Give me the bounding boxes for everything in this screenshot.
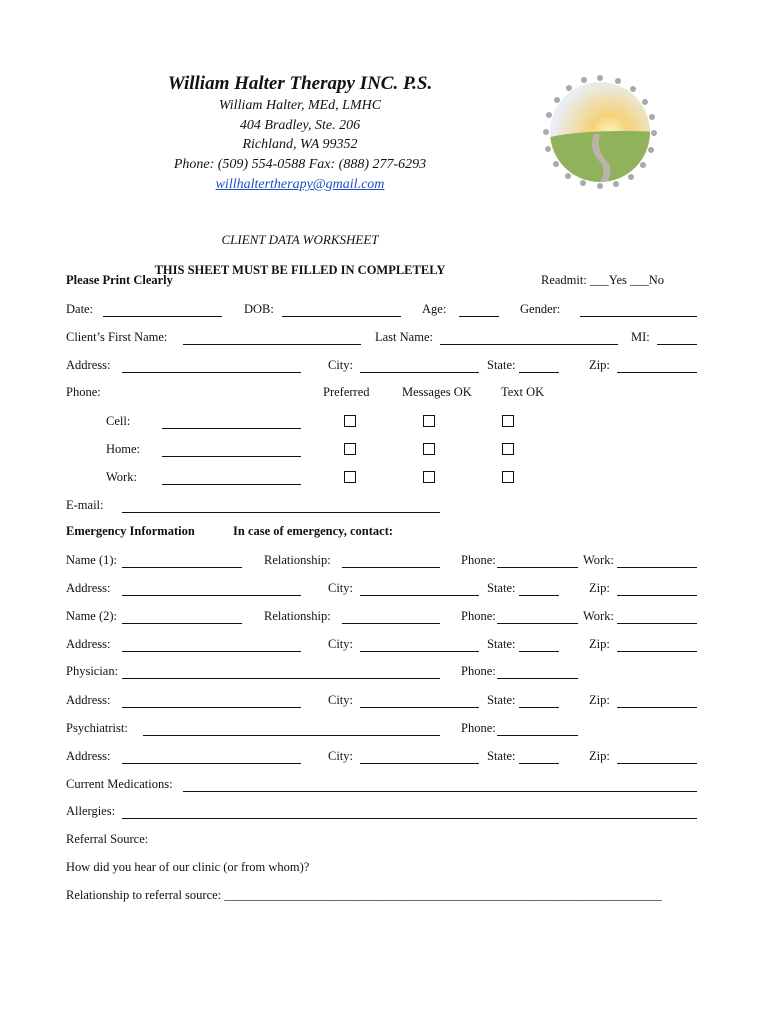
name1-work-label: Work:: [583, 553, 614, 567]
name2-work-field[interactable]: [617, 623, 697, 624]
work-messages-ok-checkbox[interactable]: [423, 471, 435, 483]
allergies-label: Allergies:: [66, 804, 116, 818]
state-field[interactable]: [519, 372, 559, 373]
address-field[interactable]: [122, 372, 301, 373]
cell-field[interactable]: [162, 428, 301, 429]
phone-fax: Phone: (509) 554-0588 Fax: (888) 277-6293: [173, 157, 427, 172]
psychiatrist-state-field[interactable]: [519, 763, 559, 764]
home-label: Home:: [106, 442, 141, 456]
print-clearly-note: Please Print Clearly: [66, 273, 173, 287]
name1-address-field[interactable]: [122, 595, 301, 596]
medications-field[interactable]: [183, 791, 697, 792]
work-phone-field[interactable]: [162, 484, 301, 485]
name2-phone-label: Phone:: [461, 609, 496, 623]
home-text-ok-checkbox[interactable]: [502, 443, 514, 455]
psychiatrist-city-field[interactable]: [360, 763, 479, 764]
psychiatrist-address-field[interactable]: [122, 763, 301, 764]
name1-phone-label: Phone:: [461, 553, 496, 567]
city-address: Richland, WA 99352: [242, 137, 358, 152]
state-label: State:: [487, 358, 516, 372]
preferred-header: Preferred: [323, 385, 370, 399]
physician-city-field[interactable]: [360, 707, 479, 708]
address-label: Address:: [66, 358, 111, 372]
physician-label: Physician:: [66, 664, 119, 678]
psychiatrist-label: Psychiatrist:: [66, 721, 128, 735]
gender-label: Gender:: [520, 302, 561, 316]
name1-label: Name (1):: [66, 553, 118, 567]
first-name-field[interactable]: [183, 344, 361, 345]
name1-field[interactable]: [122, 567, 242, 568]
psychiatrist-address-label: Address:: [66, 749, 111, 763]
name1-zip-label: Zip:: [589, 581, 610, 595]
physician-field[interactable]: [122, 678, 440, 679]
cell-text-ok-checkbox[interactable]: [502, 415, 514, 427]
dob-label: DOB:: [244, 302, 274, 316]
home-preferred-checkbox[interactable]: [344, 443, 356, 455]
name2-city-label: City:: [328, 637, 354, 651]
name1-zip-field[interactable]: [617, 595, 697, 596]
relationship-referral-field[interactable]: Relationship to referral source: ______________________________________________________________________: [66, 888, 662, 902]
name2-label: Name (2):: [66, 609, 118, 623]
psychiatrist-zip-label: Zip:: [589, 749, 610, 763]
worksheet-title: CLIENT DATA WORKSHEET: [221, 232, 379, 247]
how-hear-label: How did you hear of our clinic (or from whom)?: [66, 860, 310, 874]
name1-state-field[interactable]: [519, 595, 559, 596]
physician-phone-field[interactable]: [497, 678, 578, 679]
text-ok-header: Text OK: [501, 385, 545, 399]
psychiatrist-field[interactable]: [143, 735, 440, 736]
zip-field[interactable]: [617, 372, 697, 373]
readmit-field[interactable]: Readmit: ___Yes ___No: [541, 273, 665, 287]
dob-field[interactable]: [282, 316, 401, 317]
name1-relationship-field[interactable]: [342, 567, 440, 568]
physician-address-label: Address:: [66, 693, 111, 707]
last-name-label: Last Name:: [375, 330, 433, 344]
date-field[interactable]: [103, 316, 222, 317]
psychiatrist-phone-label: Phone:: [461, 721, 496, 735]
name1-work-field[interactable]: [617, 567, 697, 568]
name2-zip-label: Zip:: [589, 637, 610, 651]
name2-field[interactable]: [122, 623, 242, 624]
age-field[interactable]: [459, 316, 499, 317]
allergies-field[interactable]: [122, 818, 697, 819]
emergency-info-heading: Emergency Information: [66, 524, 195, 538]
cell-label: Cell:: [106, 414, 131, 428]
name2-zip-field[interactable]: [617, 651, 697, 652]
cell-messages-ok-checkbox[interactable]: [423, 415, 435, 427]
work-text-ok-checkbox[interactable]: [502, 471, 514, 483]
psychiatrist-state-label: State:: [487, 749, 516, 763]
phone-label: Phone:: [66, 385, 101, 399]
referral-source-label: Referral Source:: [66, 832, 149, 846]
name1-relationship-label: Relationship:: [264, 553, 331, 567]
mi-field[interactable]: [657, 344, 697, 345]
work-phone-label: Work:: [106, 470, 137, 484]
gender-field[interactable]: [580, 316, 697, 317]
emergency-contact-heading: In case of emergency, contact:: [233, 524, 394, 538]
name2-address-label: Address:: [66, 637, 111, 651]
name1-city-field[interactable]: [360, 595, 479, 596]
name1-phone-field[interactable]: [497, 567, 578, 568]
completion-notice: THIS SHEET MUST BE FILLED IN COMPLETELY: [154, 263, 446, 277]
email-link[interactable]: willhaltertherapy@gmail.com: [215, 177, 385, 192]
medications-label: Current Medications:: [66, 777, 173, 791]
city-field[interactable]: [360, 372, 479, 373]
name1-city-label: City:: [328, 581, 354, 595]
name2-work-label: Work:: [583, 609, 614, 623]
home-messages-ok-checkbox[interactable]: [423, 443, 435, 455]
messages-ok-header: Messages OK: [402, 385, 472, 399]
company-name: William Halter Therapy INC. P.S.: [167, 73, 433, 94]
mi-label: MI:: [631, 330, 650, 344]
work-preferred-checkbox[interactable]: [344, 471, 356, 483]
therapist-name: William Halter, MEd, LMHC: [218, 98, 382, 113]
name2-state-field[interactable]: [519, 651, 559, 652]
name2-relationship-label: Relationship:: [264, 609, 331, 623]
city-label: City:: [328, 358, 354, 372]
name2-address-field[interactable]: [122, 651, 301, 652]
physician-address-field[interactable]: [122, 707, 301, 708]
name2-relationship-field[interactable]: [342, 623, 440, 624]
last-name-field[interactable]: [440, 344, 618, 345]
physician-state-field[interactable]: [519, 707, 559, 708]
email-field[interactable]: [122, 512, 440, 513]
psychiatrist-city-label: City:: [328, 749, 354, 763]
physician-zip-label: Zip:: [589, 693, 610, 707]
physician-zip-field[interactable]: [617, 707, 697, 708]
name2-state-label: State:: [487, 637, 516, 651]
name2-phone-field[interactable]: [497, 623, 578, 624]
name1-address-label: Address:: [66, 581, 111, 595]
email-label: E-mail:: [66, 498, 104, 512]
street-address: 404 Bradley, Ste. 206: [239, 118, 361, 133]
physician-city-label: City:: [328, 693, 354, 707]
sunrise-path-logo-icon: [538, 70, 662, 194]
name2-city-field[interactable]: [360, 651, 479, 652]
name1-state-label: State:: [487, 581, 516, 595]
home-field[interactable]: [162, 456, 301, 457]
first-name-label: Client’s First Name:: [66, 330, 168, 344]
zip-label: Zip:: [589, 358, 610, 372]
date-label: Date:: [66, 302, 94, 316]
cell-preferred-checkbox[interactable]: [344, 415, 356, 427]
physician-phone-label: Phone:: [461, 664, 496, 678]
psychiatrist-phone-field[interactable]: [497, 735, 578, 736]
psychiatrist-zip-field[interactable]: [617, 763, 697, 764]
age-label: Age:: [422, 302, 447, 316]
physician-state-label: State:: [487, 693, 516, 707]
